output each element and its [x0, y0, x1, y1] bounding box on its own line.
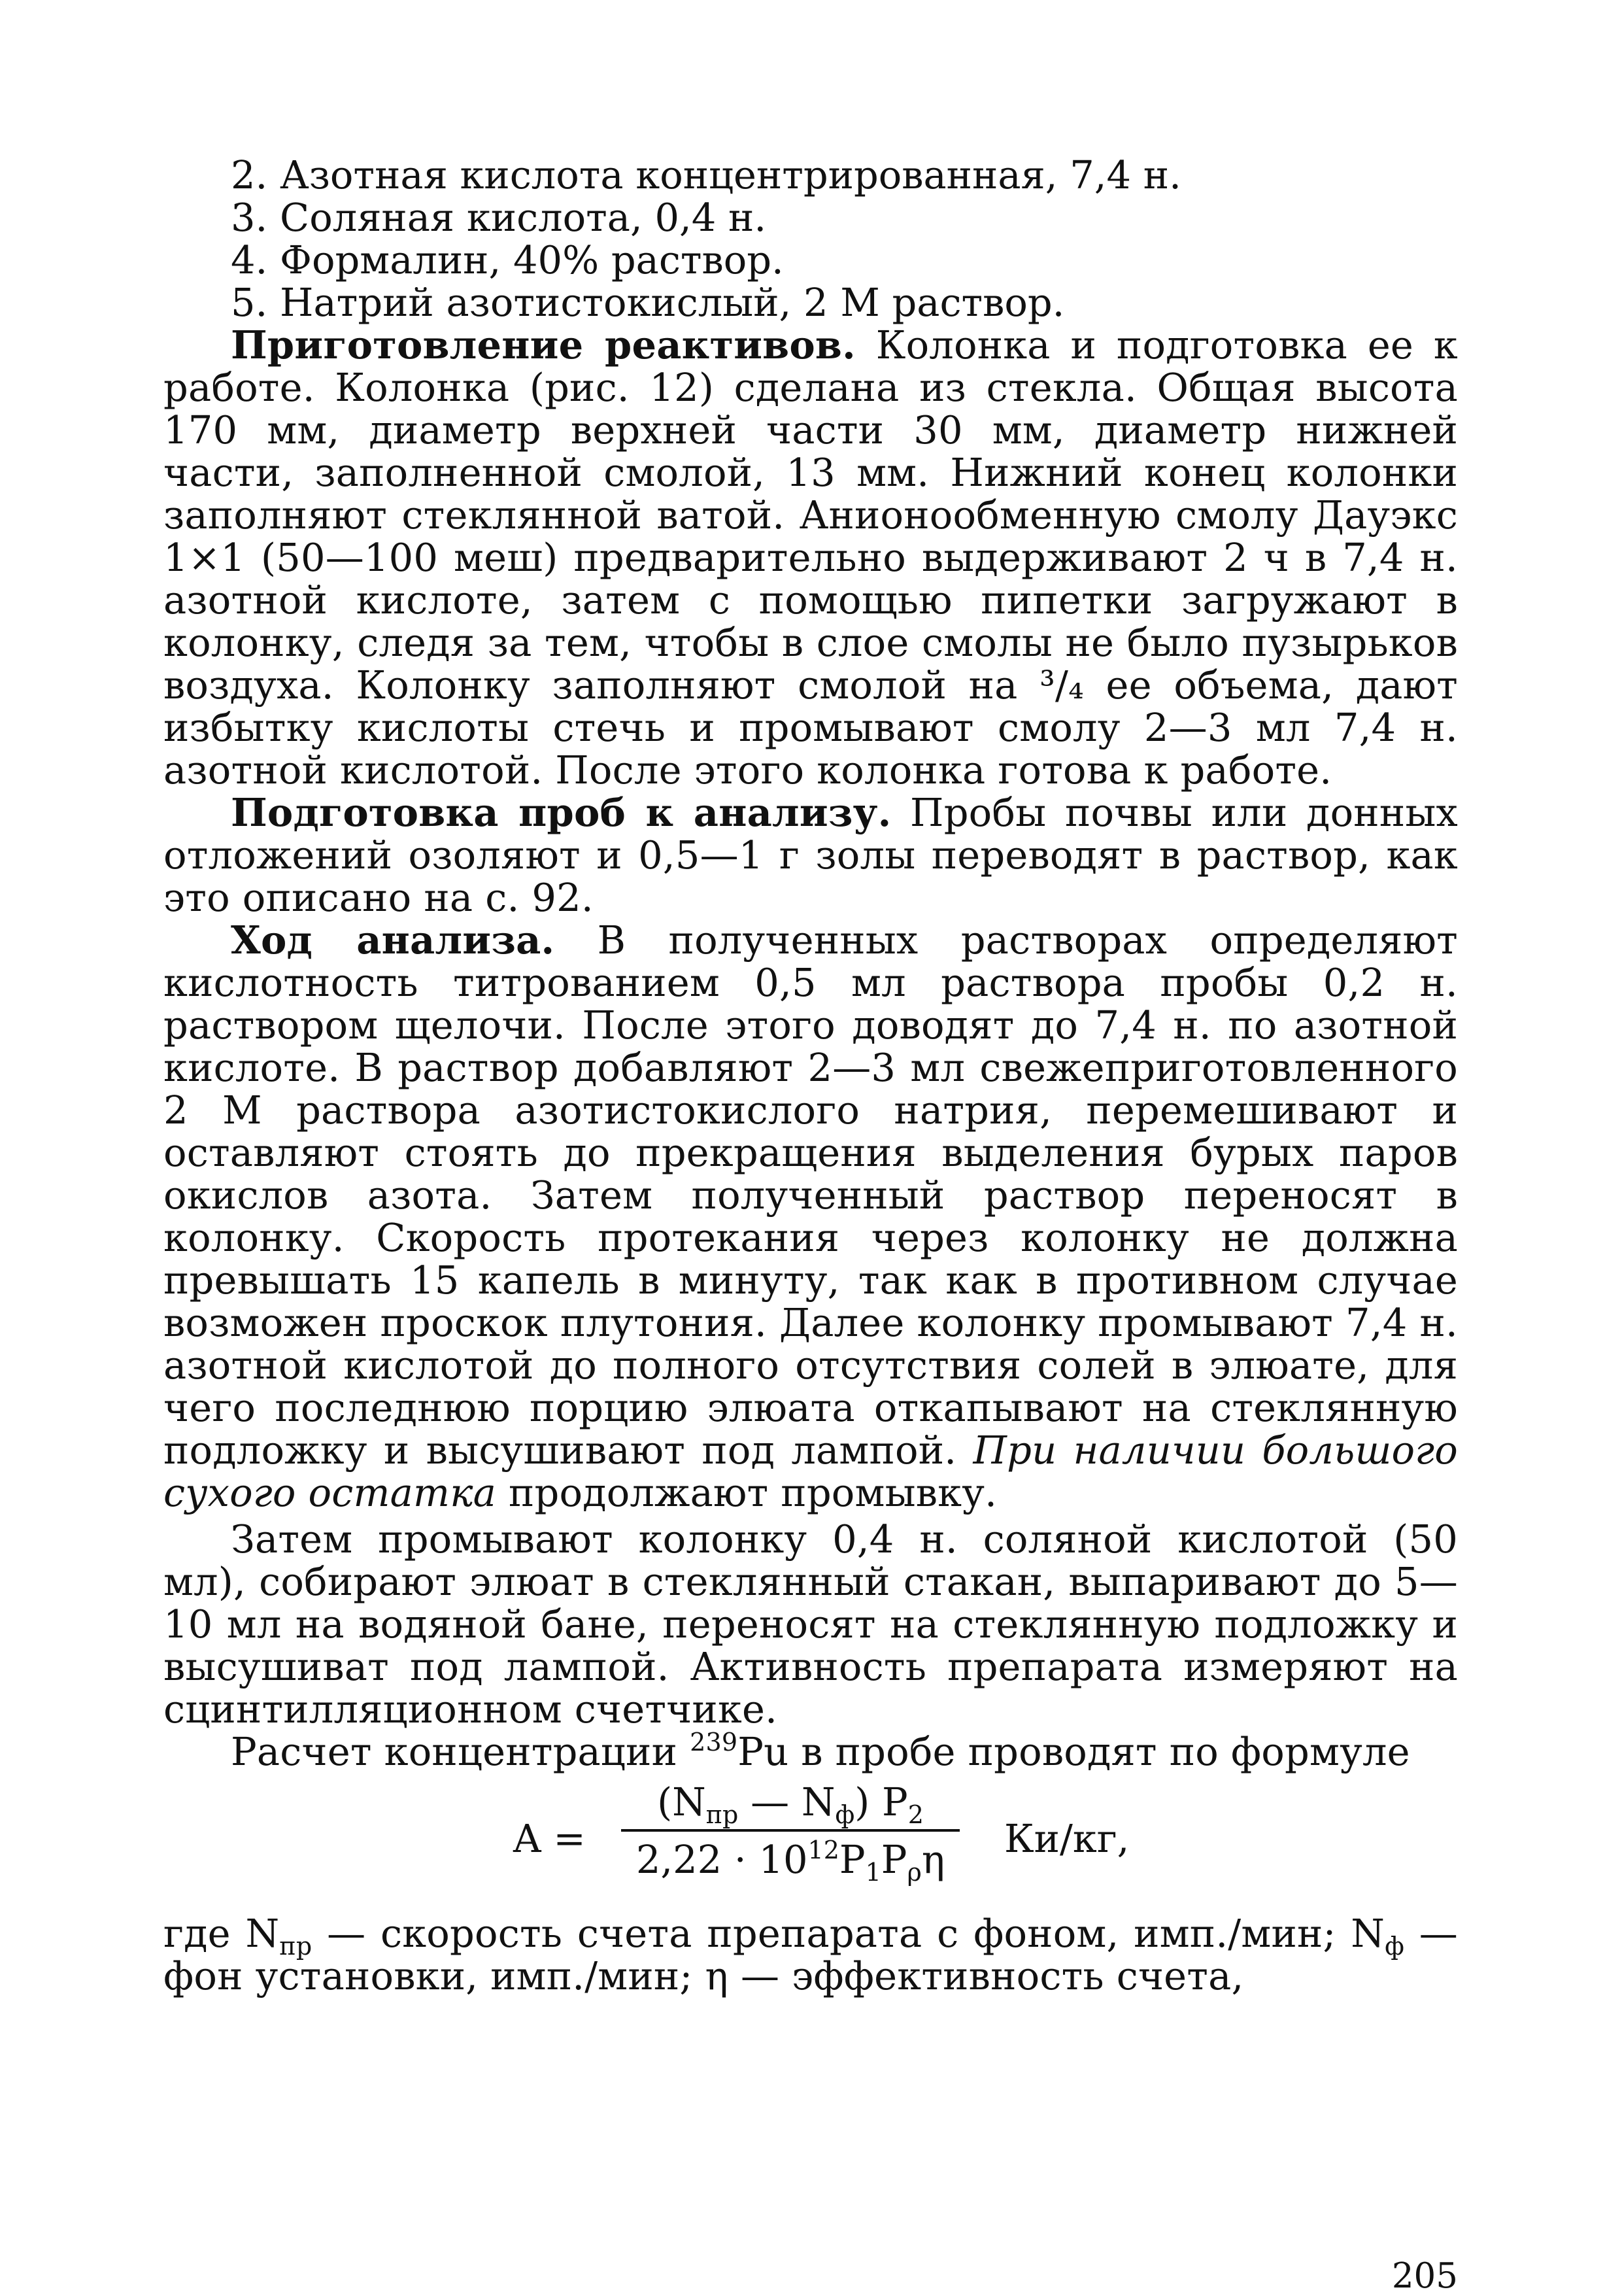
page-body	[163, 152, 1459, 2296]
paragraph-heading: Приготовление реактивов.	[231, 322, 856, 368]
list-item: 5. Натрий азотистокислый, 2 М раствор.	[231, 280, 1065, 325]
paragraph-text: Колонка и подготовка ее к работе. Колонка (рис. 12) сделана из стекла. Общая высота 170 мм, диаметр верхней части 30 мм, диаметр нижней части, заполненной смолой, 13 мм. Нижний конец колонки заполняют стеклянной ватой. Анионообменную смолу Дауэкс 1×1 (50—100 меш) предварительно выдерживают 2 ч в 7,4 н. азотной кислоте, затем с помощью пипетки загружают в колонку, следя за тем, чтобы в слое смолы не было пузырьков воздуха. Колонку заполняют смолой на	[163, 322, 1458, 708]
concentration-formula	[163, 1778, 1458, 1912]
paragraph-text: В полученных растворах определяют кислотность титрованием 0,5 мл раствора пробы 0,2 н. раствором щелочи. После этого доводят до 7,4 н. по азотной кислоте. В раствор добавляют 2—3 мл свежеприготовленного 2 М раствора азотистокислого натрия, перемешивают и оставляют стоять до прекращения выделения бурых паров окислов азота. Затем полученный раствор переносят в колонку. Скорость протекания через колонку не должна превышать 15 капель в минуту, так как в противном случае возможен проскок плутония. Далее колонку промывают 7,4 н. азотной кислотой до полного отсутствия солей в элюате, для чего последнюю порцию элюата откапывают на стеклянную подложку и высушивают под лампой.	[163, 917, 1459, 1473]
paragraph-text: Пробы почвы или донных отложений озоляют и 0,5—1 г золы переводят в раствор, как это описано на с. 92.	[163, 790, 1458, 920]
paragraph-text-italic: При наличии большого сухого остатка	[163, 1428, 1458, 1515]
paragraph-heading: Подготовка проб к анализу.	[231, 790, 892, 835]
list-item: 2. Азотная кислота концентрированная, 7,4 н.	[231, 152, 1181, 197]
paragraph-analysis-procedure	[163, 919, 1458, 1514]
paragraph-sample-preparation	[163, 791, 1458, 919]
fraction-three-quarters: ³/₄	[1039, 662, 1084, 708]
paragraph-text: ее объема, дают избытку кислоты стечь и промывают смолу 2—3 мл 7,4 н. азотной кислотой. После этого колонка готова к работе.	[163, 662, 1458, 793]
paragraph-text: продолжают промывку.	[496, 1470, 998, 1515]
formula-unit: Ки/кг,	[1004, 1816, 1130, 1861]
paragraph-concentration-intro	[163, 1730, 1458, 1773]
formula-denominator: $2,22 \cdot 10^{12}P_1P_\rho\eta$	[635, 1836, 945, 1887]
fraction-bar	[621, 1829, 960, 1832]
paragraph-text: Расчет концентрации	[231, 1729, 690, 1774]
list-item: 3. Соляная кислота, 0,4 н.	[231, 195, 767, 240]
paragraph-hcl-wash	[163, 1518, 1458, 1730]
list-item: 4. Формалин, 40% раствор.	[231, 237, 784, 283]
paragraph-heading: Ход анализа.	[231, 917, 555, 963]
isotope-mass-number: 239	[690, 1728, 738, 1756]
paragraph-text: Pu в пробе проводят по формуле	[737, 1729, 1410, 1774]
reagent-list	[163, 154, 1458, 324]
paragraph-text: Затем промывают колонку 0,4 н. соляной кислотой (50 мл), собирают элюат в стеклянный стакан, выпаривают до 5—10 мл на водяной бане, переносят на стеклянную подложку и высушиват под лампой. Активность препарата измеряют на сцинтилляционном счетчике.	[163, 1516, 1458, 1732]
formula-numerator: ($N_{пр}$ — $N_ф$) $P_2$	[657, 1779, 924, 1829]
paragraph-reagent-preparation	[163, 324, 1458, 791]
paragraph-formula-legend: где $N_{пр}$ — скорость счета препарата с фоном, имп./мин; $N_ф$ — фон установки, имп./мин; η — эффективность счета,	[163, 1911, 1458, 1998]
page-number: 205	[1391, 2256, 1458, 2296]
formula-fraction	[621, 1778, 960, 1887]
formula-lhs: A =	[513, 1816, 586, 1861]
